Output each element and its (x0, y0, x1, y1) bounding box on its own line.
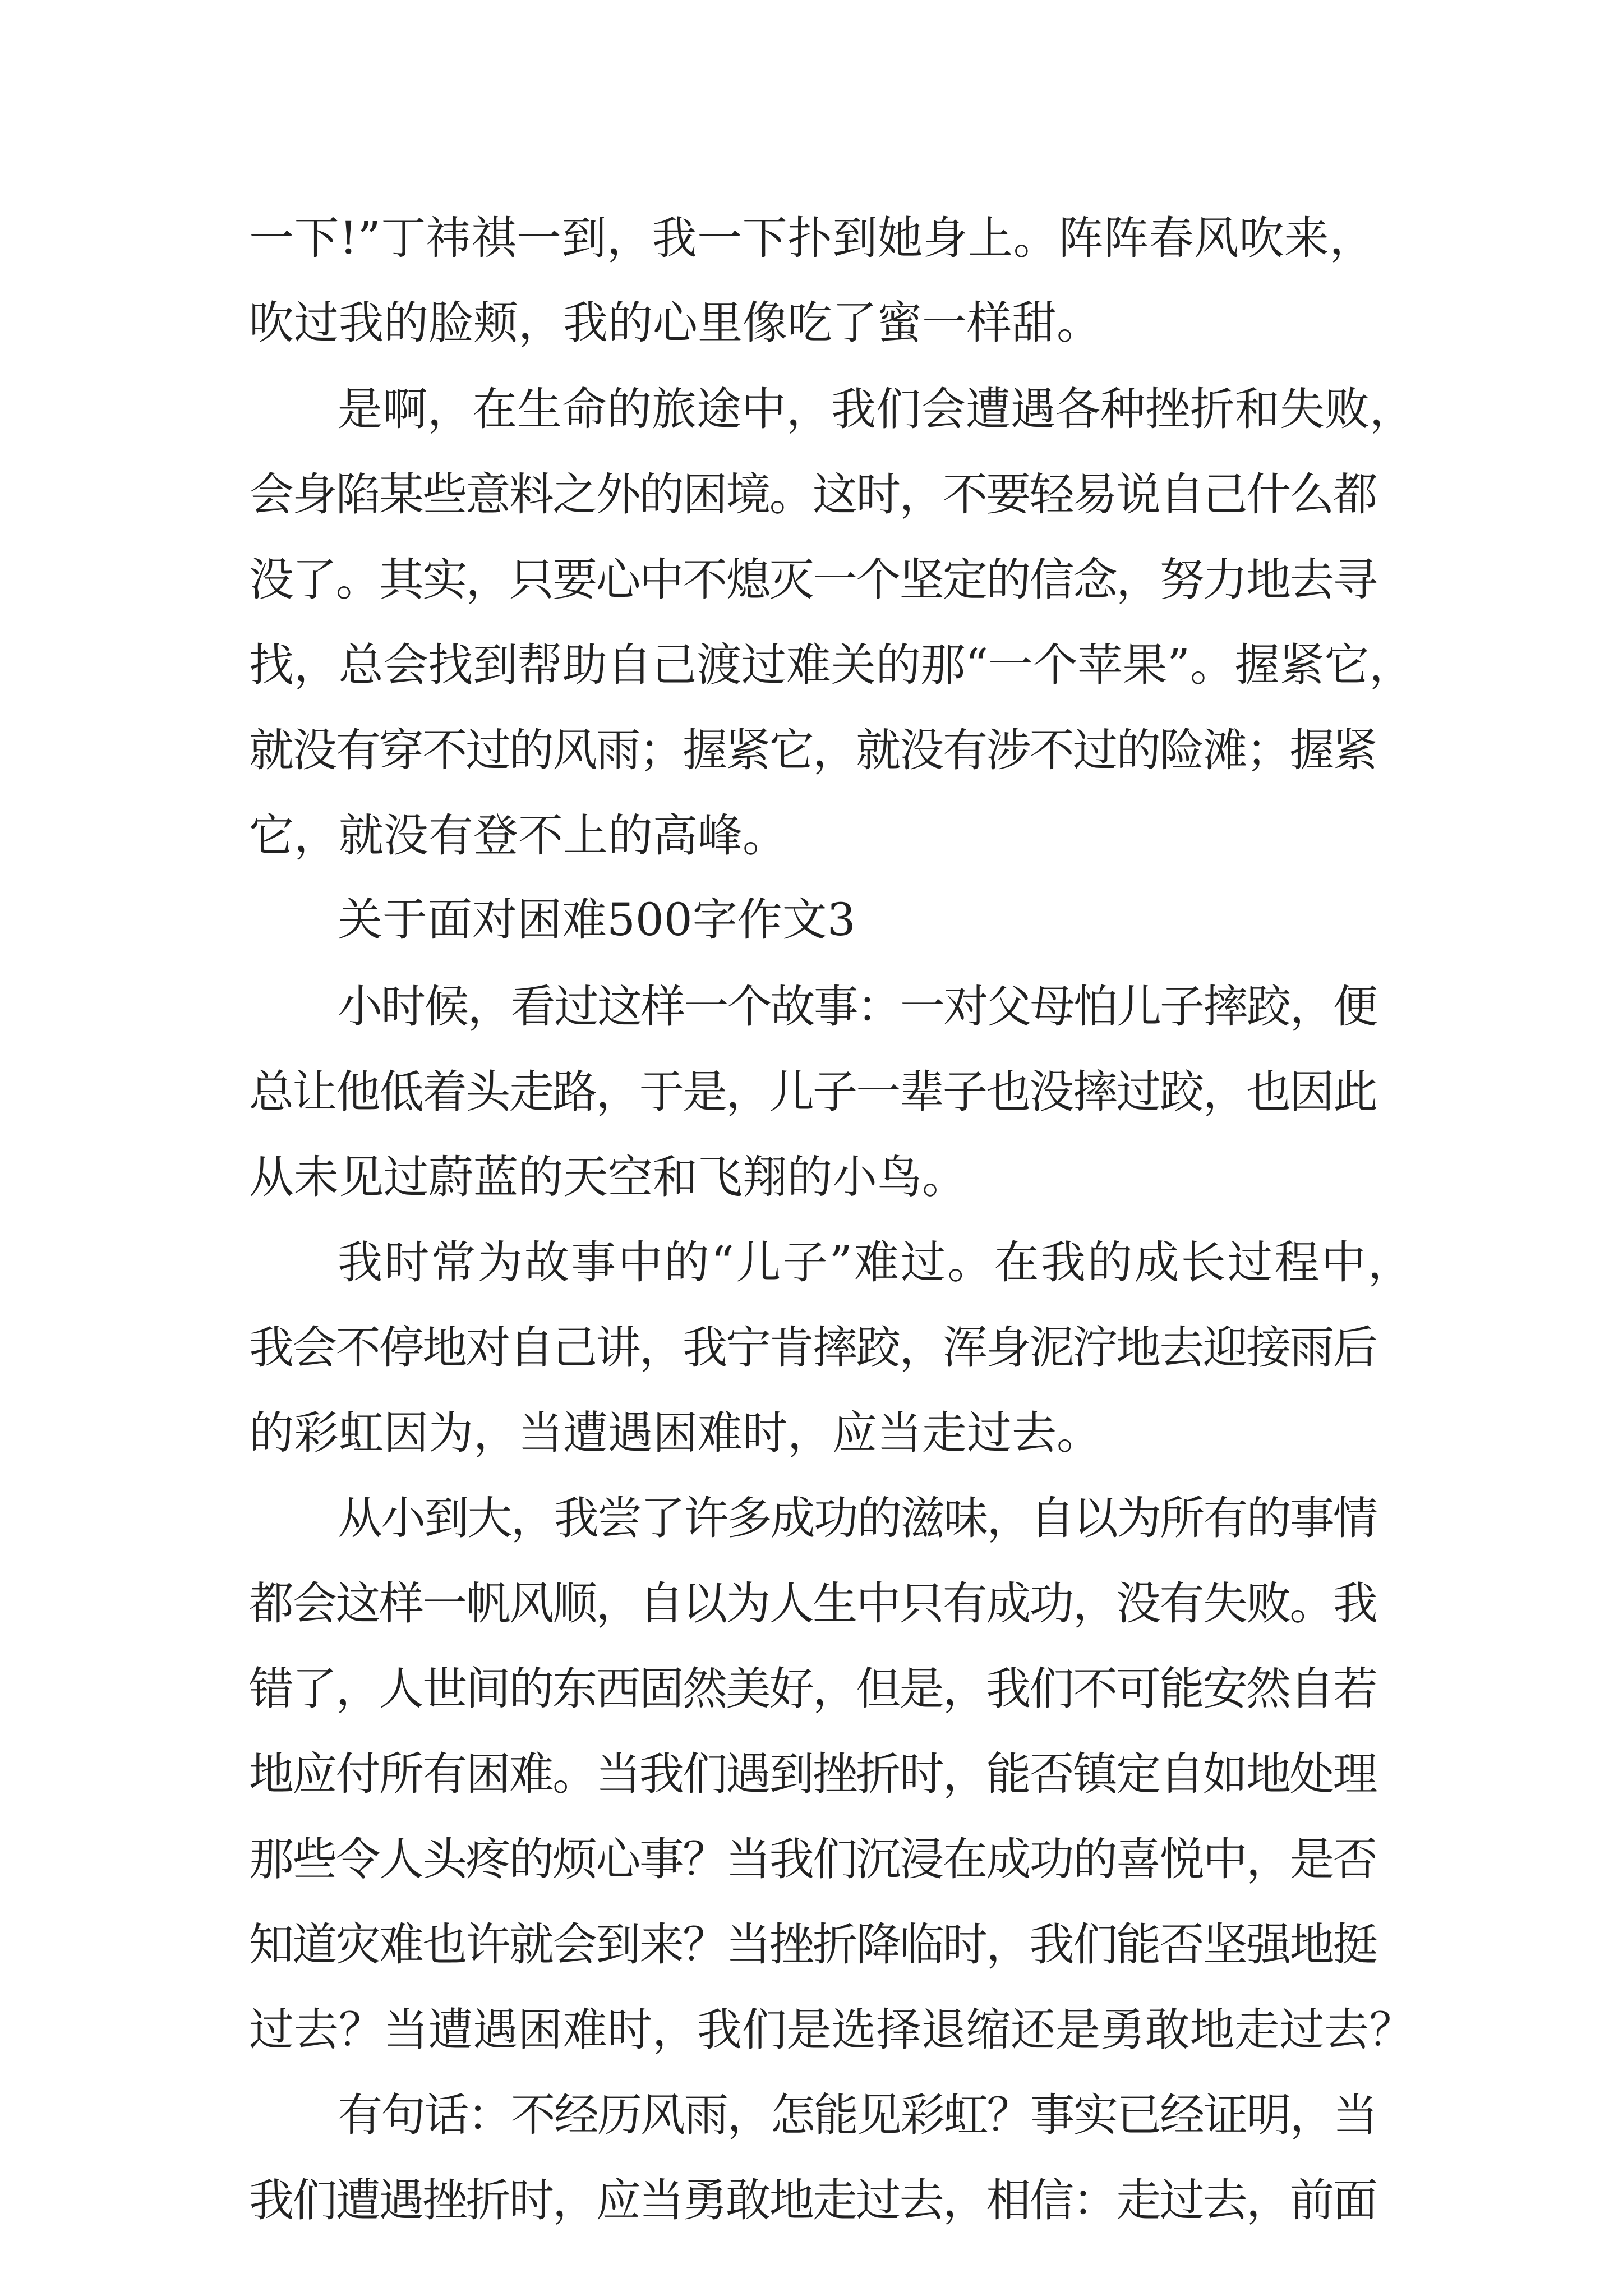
text-line: 没了。其实，只要心中不熄灭一个坚定的信念，努力地去寻 (249, 554, 1376, 606)
text-line: 都会这样一帆风顺，自以为人生中只有成功，没有失败。我 (249, 1577, 1376, 1630)
text-line: 总让他低着头走路，于是，儿子一辈子也没摔过跤，也因此 (249, 1066, 1376, 1118)
text-line: 过去？当遭遇困难时，我们是选择退缩还是勇敢地走过去？ (249, 2004, 1414, 2056)
text-line: 我时常为故事中的“儿子”难过。在我的成长过程中， (338, 1236, 1414, 1289)
text-line: 小时候，看过这样一个故事：一对父母怕儿子摔跤，便 (338, 981, 1376, 1033)
text-line: 的彩虹因为，当遭遇困难时，应当走过去。 (249, 1407, 1101, 1459)
text-line: 是啊，在生命的旅途中，我们会遭遇各种挫折和失败， (338, 383, 1414, 435)
text-line: 那些令人头疼的烦心事？当我们沉浸在成功的喜悦中，是否 (249, 1833, 1376, 1885)
text-line: 就没有穿不过的风雨；握紧它，就没有涉不过的险滩；握紧 (249, 724, 1376, 776)
section-heading: 关于面对困难500字作文3 (338, 894, 856, 946)
text-line: 从未见过蔚蓝的天空和飞翔的小鸟。 (249, 1151, 967, 1203)
text-line: 从小到大，我尝了许多成功的滋味，自以为所有的事情 (338, 1492, 1376, 1544)
text-line: 它，就没有登不上的高峰。 (249, 809, 787, 862)
text-line: 吹过我的脸颊，我的心里像吃了蜜一样甜。 (249, 297, 1101, 349)
text-line: 我会不停地对自己讲，我宁肯摔跤，浑身泥泞地去迎接雨后 (249, 1322, 1376, 1374)
text-line: 一下!”丁祎祺一到，我一下扑到她身上。阵阵春风吹来， (249, 212, 1375, 264)
text-line: 我们遭遇挫折时，应当勇敢地走过去，相信：走过去，前面 (249, 2174, 1376, 2226)
text-line: 错了，人世间的东西固然美好，但是，我们不可能安然自若 (249, 1663, 1376, 1715)
text-line: 会身陷某些意料之外的困境。这时，不要轻易说自己什么都 (249, 468, 1376, 521)
text-line: 知道灾难也许就会到来？当挫折降临时，我们能否坚强地挺 (249, 1918, 1376, 1971)
text-line: 有句话：不经历风雨，怎能见彩虹？事实已经证明，当 (338, 2089, 1376, 2141)
text-line: 地应付所有困难。当我们遇到挫折时，能否镇定自如地处理 (249, 1748, 1376, 1800)
text-line: 找，总会找到帮助自己渡过难关的那“一个苹果”。握紧它， (249, 639, 1414, 691)
